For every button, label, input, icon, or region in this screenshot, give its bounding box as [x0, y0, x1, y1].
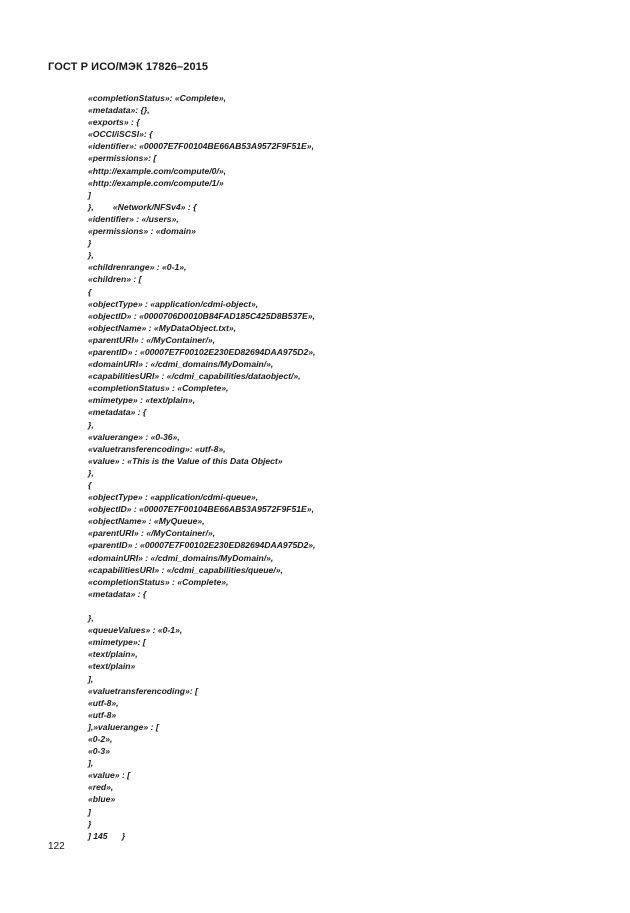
code-line: ]: [88, 189, 91, 200]
code-line: «0-3»: [88, 746, 110, 757]
code-line: «capabilitiesURI» : «/cdmi_capabilities/dataobject/»,: [88, 371, 301, 382]
code-line: ] 145 }: [88, 830, 126, 841]
page-header-title: ГОСТ Р ИСО/МЭК 17826–2015: [48, 61, 209, 73]
code-line: ],: [88, 758, 94, 769]
code-line: «http://example.com/compute/0/»,: [88, 165, 227, 176]
code-line: },: [88, 467, 94, 478]
code-line: «permissions»: [: [88, 153, 157, 164]
code-line: [88, 600, 315, 612]
code-line: «parentID» : «00007E7F00102E230ED82694DAA975D2»,: [88, 346, 316, 357]
code-line: «0-2»,: [88, 733, 113, 744]
code-line: }: [88, 238, 92, 249]
code-line: ],: [88, 673, 94, 684]
code-line: },: [88, 419, 94, 430]
code-line: «metadata»: {},: [88, 105, 150, 116]
code-line: «objectName» : «MyDataObject.txt»,: [88, 322, 237, 333]
code-line: «red»,: [88, 782, 114, 793]
code-line: «objectID» : «00007E7F00104BE66AB53A9572F9F51E»,: [88, 504, 314, 515]
code-line: «metadata» : {: [88, 588, 147, 599]
code-line: «objectType» : «application/cdmi-queue»,: [88, 492, 259, 503]
code-line: }: [88, 818, 92, 829]
code-line: {: [88, 480, 92, 490]
json-code-listing: [88, 92, 315, 842]
code-line: «parentURI» : «/MyContainer/»,: [88, 334, 216, 345]
code-line: ],»valuerange» : [: [88, 721, 159, 732]
code-line: «value» : [: [88, 770, 131, 781]
code-line: «children» : [: [88, 274, 142, 285]
code-line: «utf-8»: [88, 709, 117, 720]
page-number: 122: [48, 841, 65, 852]
code-line: «domainURI» : «/cdmi_domains/MyDomain/»,: [88, 552, 274, 563]
code-line: «text/plain»,: [88, 649, 138, 660]
code-line: «queueValues» : «0-1»,: [88, 625, 183, 636]
code-line: «parentID» : «00007E7F00102E230ED82694DAA975D2»,: [88, 540, 316, 551]
code-line: «valuetransferencoding»: [: [88, 685, 198, 696]
code-line: «childrenrange» : «0-1»,: [88, 262, 187, 273]
code-line: «domainURI» : «/cdmi_domains/MyDomain/»,: [88, 359, 274, 370]
code-line: «objectType» : «application/cdmi-object»,: [88, 298, 259, 309]
code-line: «valuetransferencoding»: «utf-8»,: [88, 443, 226, 454]
code-line: {: [88, 286, 92, 297]
code-line: },: [88, 250, 94, 261]
code-line: «metadata» : {: [88, 407, 147, 418]
code-line: «objectID» : «0000706D0010B84FAD185C425D8B537E»,: [88, 310, 315, 321]
code-line: «parentURI» : «/MyContainer/»,: [88, 528, 216, 539]
code-line: «utf-8»,: [88, 697, 119, 708]
code-line: «completionStatus» : «Complete»,: [88, 576, 229, 587]
code-line: «completionStatus» : «Complete»,: [88, 383, 229, 394]
code-line: «identifier»: «00007E7F00104BE66AB53A9572F9F51E»,: [88, 141, 314, 152]
code-line: },: [88, 613, 94, 624]
code-line: «value» : «This is the Value of this Data Object»: [88, 455, 283, 466]
code-line: «mimetype»: [: [88, 637, 146, 648]
code-line: «OCCI/iSCSI»: {: [88, 129, 153, 140]
code-line: «exports» : {: [88, 117, 140, 128]
code-line: «text/plain»: [88, 661, 136, 672]
code-line: «http://example.com/compute/1/»: [88, 177, 224, 188]
code-line: «permissions» : «domain»: [88, 226, 196, 237]
code-line: «blue»: [88, 794, 116, 805]
code-line: «completionStatus»: «Complete»,: [88, 93, 227, 103]
code-line: «valuerange» : «0-36»,: [88, 431, 180, 442]
code-line: }, «Network/NFSv4» : {: [88, 201, 197, 212]
code-line: «identifier» : «/users»,: [88, 213, 179, 224]
code-line: «mimetype» : «text/plain»,: [88, 395, 195, 406]
code-line: «objectName» : «MyQueue»,: [88, 516, 205, 527]
code-line: «capabilitiesURI» : «/cdmi_capabilities/queue/»,: [88, 564, 283, 575]
code-line: ]: [88, 806, 91, 817]
